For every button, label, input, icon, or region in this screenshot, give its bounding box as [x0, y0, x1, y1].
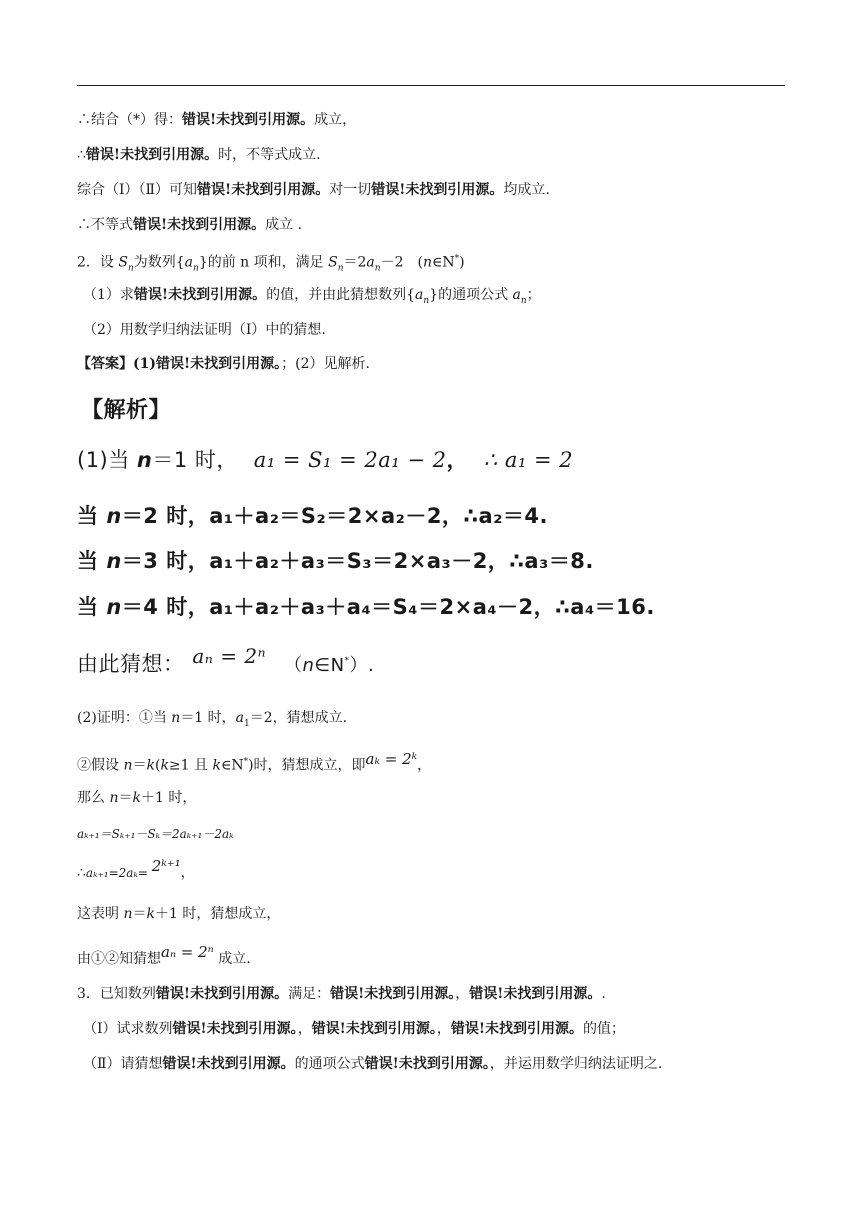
error-ref: 错误!未找到引用源。: [197, 182, 330, 198]
proof-line-5: ∴aₖ₊₁=2aₖ= 2ᵏ⁺¹，: [77, 857, 195, 881]
proof-line-2: ②假设 n＝k(k≥1 且 k∈N*)时，猜想成立，即aₖ = 2ᵏ，: [77, 749, 432, 774]
error-ref: 错误!未找到引用源。: [330, 986, 456, 1002]
solution-conjecture: 由此猜想： aₙ = 2ⁿ （n∈N*）.: [77, 644, 375, 676]
question-3-part-1: （Ⅰ）试求数列错误!未找到引用源。，错误!未找到引用源。，错误!未找到引用源。的值；: [83, 1021, 625, 1037]
error-ref: 错误!未找到引用源。: [162, 1056, 295, 1072]
question-3: 3．已知数列错误!未找到引用源。满足：错误!未找到引用源。，错误!未找到引用源。.: [77, 986, 606, 1002]
error-ref: 错误!未找到引用源。: [133, 217, 266, 233]
question-3-part-2: （Ⅱ）请猜想错误!未找到引用源。的通项公式错误!未找到引用源。，并运用数学归纳法证明之.: [83, 1056, 663, 1072]
error-ref: 错误!未找到引用源。: [311, 1021, 437, 1037]
proof-line-7: 由①②知猜想aₙ = 2ⁿ 成立.: [77, 943, 251, 967]
error-ref: 错误!未找到引用源。: [182, 112, 315, 128]
text-line-3: 综合（Ⅰ）（Ⅱ）可知错误!未找到引用源。对一切错误!未找到引用源。均成立.: [77, 182, 550, 198]
error-ref: 错误!未找到引用源。: [155, 986, 289, 1002]
error-ref: 错误!未找到引用源。: [156, 356, 282, 372]
proof-line-3: 那么 n＝k＋1 时，: [77, 790, 197, 806]
proof-line-4: aₖ₊₁＝Sₖ₊₁－Sₖ＝2aₖ₊₁－2aₖ: [77, 827, 234, 841]
error-ref: 错误!未找到引用源。: [172, 1021, 298, 1037]
jiexi-heading: 【解析】: [81, 398, 172, 423]
error-ref: 错误!未找到引用源。: [364, 1056, 490, 1072]
error-ref: 错误!未找到引用源。: [450, 1021, 583, 1037]
error-ref: 错误!未找到引用源。: [371, 182, 504, 198]
question-2-part-2: （2）用数学归纳法证明（Ⅰ）中的猜想.: [83, 322, 326, 338]
error-ref: 错误!未找到引用源。: [133, 287, 267, 303]
question-2: 2．设 $S_n$为数列$\{a_n\}$的前 n 项和，满足 $S_n=2a_n-2$ (n∈N*): [77, 254, 465, 274]
proof-line-6: 这表明 n＝k＋1 时，猜想成立，: [77, 906, 281, 922]
text-line-2: ∴错误!未找到引用源。时，不等式成立.: [77, 147, 321, 163]
solution-step-1: (1)当 n＝1 时， a₁ = S₁ = 2a₁ − 2， ∴ a₁ = 2: [77, 448, 574, 472]
answer-line: 【答案】(1)错误!未找到引用源。；(2）见解析.: [77, 356, 370, 372]
question-2-part-1: （1）求错误!未找到引用源。的值，并由此猜想数列$\{a_n\}$的通项公式 $a_n$；: [83, 287, 541, 306]
text-line-1: ∴结合（*）得：错误!未找到引用源。成立，: [77, 112, 357, 128]
error-ref: 错误!未找到引用源。: [85, 147, 219, 163]
error-ref: 错误!未找到引用源。: [469, 986, 602, 1002]
solution-step-3: 当 n＝3 时，a₁＋a₂＋a₃＝S₃＝2×a₃－2，∴a₃＝8.: [77, 549, 594, 573]
proof-line-1: (2)证明：①当 n＝1 时，$a_1=2$，猜想成立.: [77, 710, 348, 729]
text-line-4: ∴不等式错误!未找到引用源。成立 .: [77, 217, 303, 233]
solution-step-2: 当 n＝2 时，a₁＋a₂＝S₂＝2×a₂－2，∴a₂＝4.: [77, 504, 549, 528]
header-rule: [77, 85, 785, 86]
solution-step-4: 当 n＝4 时，a₁＋a₂＋a₃＋a₄＝S₄＝2×a₄－2，∴a₄＝16.: [77, 595, 655, 619]
